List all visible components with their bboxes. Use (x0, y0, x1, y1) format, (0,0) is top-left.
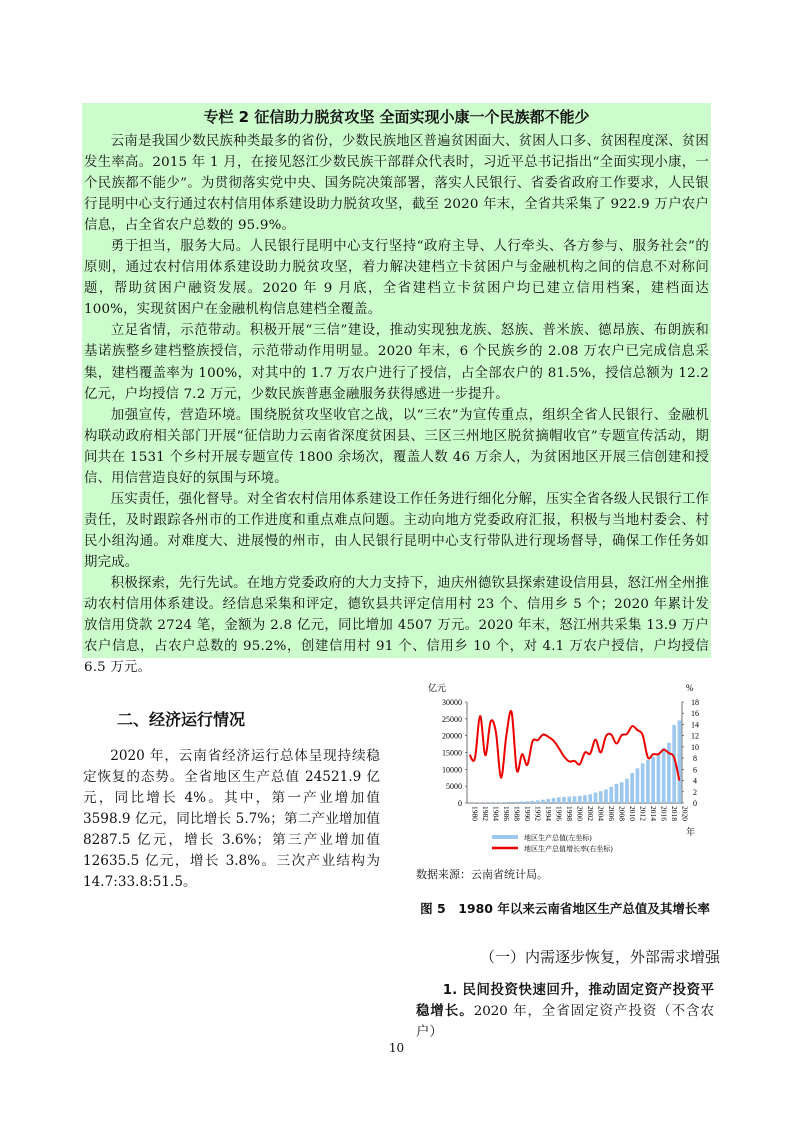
gdp-bar (573, 796, 577, 803)
left-axis-label: 亿元 (428, 683, 447, 693)
right-axis-label: % (686, 683, 694, 693)
gdp-bar (636, 768, 640, 803)
gdp-bar (641, 763, 645, 803)
x-tick-label: 1982 (481, 806, 491, 821)
box-paragraph: 云南是我国少数民族种类最多的省份，少数民族地区普遍贫困面大、贫困人口多、贫困程度深、贫困发生率高。2015 年 1 月，在接见怒江少数民族干部群众代表时，习近平总书记指出“全面实现小康，一个民族都不能少”。为贯彻落实党中央、国务院决策部署，落实人民银行、省委省政府工作要求，人民银行昆明中心支行通过农村信用体系建设助力脱贫攻坚，截至 2020 年末，全省共采集了 922.9 万户农户信息，占全省农户总数的 95.9%。 (84, 134, 709, 234)
gdp-bar (546, 799, 550, 803)
right-tick-label: 2 (693, 787, 697, 797)
x-axis-label: 年 (686, 827, 696, 837)
right-tick-label: 4 (693, 776, 697, 786)
x-tick-label: 1996 (554, 806, 564, 821)
gdp-bar (515, 802, 519, 803)
gdp-bar (594, 793, 598, 803)
right-tick-label: 16 (691, 709, 699, 719)
x-tick-label: 1986 (502, 806, 512, 821)
x-tick-label: 2002 (585, 806, 595, 821)
legend-bar-swatch (492, 835, 518, 839)
box-paragraph: 压实责任，强化督导。对全省农村信用体系建设工作任务进行细化分解，压实全省各级人民银行工作责任，及时跟踪各州市的工作进度和重点难点问题。主动向地方党委政府汇报，积极与当地村委会、村民小组沟通。对难度大、进展慢的州市，由人民银行昆明中心支行带队进行现场督导，确保工作任务如期完成。 (84, 491, 709, 570)
x-tick-label: 2012 (638, 806, 648, 821)
x-tick-label: 1990 (523, 806, 533, 821)
left-tick-label: 0 (458, 799, 462, 808)
gdp-bar (552, 798, 556, 803)
legend-line-label: 地区生产总值增长率(右坐标) (524, 845, 613, 853)
figure-source: 数据来源：云南省统计局。 (416, 868, 548, 881)
subsection-paragraph (416, 980, 714, 1043)
x-tick-label: 2000 (575, 806, 585, 821)
x-tick-label: 1994 (544, 806, 554, 821)
right-tick-label: 10 (691, 742, 699, 752)
x-tick-label: 2010 (627, 806, 637, 821)
x-tick-label: 2016 (659, 806, 669, 821)
box-paragraph: 积极探索，先行先试。在地方党委政府的大力支持下，迪庆州德钦县探索建设信用县，怒江州全州推动农村信用体系建设。经信息采集和评定，德钦县共评定信用村 23 个、信用乡 5 个；2020 年累计发放信用贷款 2724 笔，金额为 2.8 亿元，同比增加 4507 万元。2020 年末，怒江州共采集 13.9 万户农户信息，占农户总数的 95.2%，创建信用村 91 个、信用乡 10 个，对 4.1 万农户授信，户均授信 6.5 万元。 (84, 575, 709, 676)
gdp-bar (510, 802, 514, 803)
gdp-bar (599, 791, 603, 803)
x-tick-label: 1988 (512, 806, 522, 821)
page-number: 10 (388, 1041, 405, 1055)
x-tick-label: 1980 (470, 806, 480, 821)
section-title: 二、经济运行情况 (117, 710, 246, 729)
x-tick-label: 2004 (596, 806, 606, 821)
gdp-bar (583, 795, 587, 803)
gdp-bar (630, 773, 634, 803)
subsection-title: （一）内需逐步恢复，外部需求增强 (479, 948, 720, 966)
gdp-bar (562, 797, 566, 803)
gdp-bar (525, 801, 529, 803)
x-tick-label: 2020 (680, 806, 690, 821)
x-tick-label: 2008 (617, 806, 627, 821)
gdp-bar (588, 794, 592, 803)
x-tick-label: 1992 (533, 806, 543, 821)
right-tick-label: 8 (693, 754, 697, 764)
left-tick-label: 5000 (446, 782, 462, 792)
gdp-bar (494, 802, 498, 803)
left-tick-label: 20000 (442, 731, 462, 741)
box-paragraph: 加强宣传，营造环境。围绕脱贫攻坚收官之战，以“三农”为宣传重点，组织全省人民银行、金融机构联动政府相关部门开展“征信助力云南省深度贫困县、三区三州地区脱贫摘帽收官”专题宣传活动，期间共在 1531 个乡村开展专题宣传 1800 余场次，覆盖人数 46 万余人，为贫困地区开展三信创建和授信、用信营造良好的氛围与环境。 (84, 407, 709, 486)
gdp-bar (541, 800, 545, 803)
gdp-bar (504, 802, 508, 803)
legend-bar-label: 地区生产总值(左坐标) (524, 834, 592, 842)
gdp-bar (609, 787, 613, 803)
gdp-bar (499, 802, 503, 803)
left-tick-label: 30000 (442, 698, 462, 707)
figure-caption: 图 5 1980 年以来云南省地区生产总值及其增长率 (420, 901, 710, 916)
gdp-bar (657, 753, 661, 803)
subsection-lead: 1. 民间投资快速回升，推动固定资产投资平稳增长。 (416, 983, 714, 1019)
section-paragraph: 2020 年，云南省经济运行总体呈现持续稳定恢复的态势。全省地区生产总值 24521.9 亿元，同比增长 4%。其中，第一产业增加值 3598.9 亿元，同比增长 5.7%；第二产业增加值 8287.5 亿元，增长 3.6%；第三产业增加值 12635.5 亿元，增长 3.8%。三次产业结构为 14.7:33.8:51.5。 (83, 748, 380, 890)
gdp-bar (651, 757, 655, 803)
x-tick-label: 2018 (669, 806, 679, 821)
gdp-bar (662, 748, 666, 803)
box-paragraph: 立足省情，示范带动。积极开展“三信”建设，推动实现独龙族、怒族、普米族、德昂族、布朗族和基诺族整乡建档整族授信，示范带动作用明显。2020 年末，6 个民族乡的 2.08 万农户已完成信息采集，建档覆盖率为 100%，对其中的 1.7 万农户进行了授信，占全部农户的 81.5%，授信总额为 12.2 亿元，户均授信 7.2 万元，少数民族普惠金融服务获得感进一步提升。 (84, 323, 709, 402)
gdp-bar (620, 782, 624, 803)
gdp-bar (557, 797, 561, 803)
x-tick-label: 1984 (491, 806, 501, 821)
right-tick-label: 12 (691, 731, 699, 741)
box-title: 专栏 2 征信助力脱贫攻坚 全面实现小康一个民族都不能少 (203, 108, 590, 126)
box-paragraph: 勇于担当，服务大局。人民银行昆明中心支行坚持“政府主导、人行牵头、各方参与、服务社会”的原则，通过农村信用体系建设助力脱贫攻坚，着力解决建档立卡贫困户与金融机构之间的信息不对称问题，帮助贫困户融资发展。2020 年 9 月底，全省建档立卡贫困户均已建立信用档案，建档面达 100%，实现贫困户在金融机构信息建档全覆盖。 (84, 239, 709, 318)
gdp-chart (412, 676, 720, 866)
right-tick-label: 0 (693, 799, 697, 808)
gdp-bar (520, 801, 524, 803)
special-column-box (82, 103, 711, 676)
subsection-text: 2020 年，全省固定资产投资（不含农户） (416, 1004, 714, 1040)
left-tick-label: 10000 (442, 765, 462, 775)
right-tick-label: 6 (693, 765, 697, 775)
gdp-bar (531, 801, 535, 803)
left-tick-label: 25000 (442, 714, 462, 724)
gdp-bar (646, 760, 650, 803)
left-tick-label: 15000 (442, 748, 462, 758)
gdp-bar (678, 721, 682, 803)
x-tick-label: 2006 (606, 806, 616, 821)
x-tick-label: 2014 (648, 806, 658, 821)
gdp-bar (567, 797, 571, 803)
right-tick-label: 18 (691, 698, 699, 707)
gdp-bar (625, 779, 629, 803)
right-tick-label: 14 (691, 720, 699, 730)
x-tick-label: 1998 (565, 806, 575, 821)
gdp-bar (578, 796, 582, 803)
gdp-bar (604, 790, 608, 803)
gdp-bar (615, 784, 619, 803)
gdp-bar (536, 800, 540, 803)
